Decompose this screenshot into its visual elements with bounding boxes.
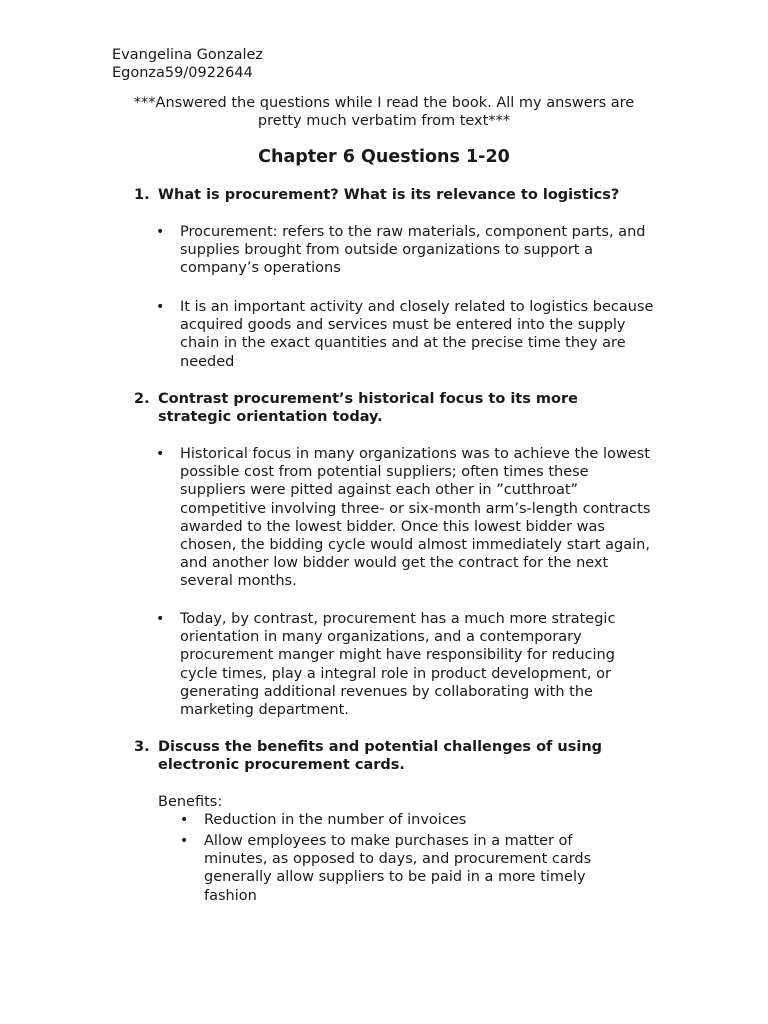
list-item <box>156 298 656 371</box>
bullet-text: Allow employees to make purchases in a matter of minutes, as opposed to days, and procurement cards generally allow suppliers to be paid in a more timely fashion <box>204 833 592 904</box>
intro-note: ***Answered the questions while I read the book. All my answers are pretty much verbatim from text*** <box>133 95 635 129</box>
question-text: What is procurement? What is its relevance to logistics? <box>158 187 620 203</box>
bullet-icon: • <box>156 299 165 315</box>
list-item <box>180 811 640 829</box>
list-item <box>180 832 640 905</box>
author-id: Egonza59/0922644 <box>112 65 253 81</box>
list-item <box>156 610 656 719</box>
bullet-icon: • <box>156 611 165 627</box>
question-text: Contrast procurement’s historical focus to its more strategic orientation today. <box>158 391 578 426</box>
question-number: 1. <box>134 187 150 203</box>
bullet-text: It is an important activity and closely related to logistics because acquired goods and services must be entered into the supply chain in the exact quantities and at the precise time they are needed <box>180 299 654 370</box>
question-text: Discuss the benefits and potential challenges of using electronic procurement cards. <box>158 739 603 774</box>
bullet-icon: • <box>180 833 189 849</box>
chapter-title: Chapter 6 Questions 1-20 <box>258 147 510 167</box>
question-number: 2. <box>134 391 150 407</box>
question-3 <box>134 738 654 774</box>
question-1 <box>134 186 654 204</box>
list-item <box>156 223 656 278</box>
bullet-text: Procurement: refers to the raw materials, component parts, and supplies brought from outside organizations to support a company’s operations <box>180 224 646 277</box>
list-item <box>156 445 656 591</box>
author-block <box>112 46 263 82</box>
bullet-text: Historical focus in many organizations was to achieve the lowest possible cost from potential suppliers; often times these suppliers were pitted against each other in ”cutthroat” competitive involving three- or six-month arm’s-length contracts awarded to the lowest bidder. Once this lowest bidder was chosen, the bidding cycle would almost immediately start again, and another low bidder would get the contract for the next several months. <box>180 446 651 590</box>
author-name: Evangelina Gonzalez <box>112 47 264 63</box>
bullet-icon: • <box>180 812 189 828</box>
bullet-text: Reduction in the number of invoices <box>204 812 467 828</box>
question-number: 3. <box>134 739 150 755</box>
benefits-subheading: Benefits: <box>158 794 223 810</box>
bullet-text: Today, by contrast, procurement has a much more strategic orientation in many organizations, and a contemporary procurement manger might have responsibility for reducing cycle times, play a integral role in product development, or generating additional revenues by collaborating with the marketing department. <box>180 611 616 719</box>
bullet-icon: • <box>156 446 165 462</box>
question-2 <box>134 390 654 426</box>
bullet-icon: • <box>156 224 165 240</box>
